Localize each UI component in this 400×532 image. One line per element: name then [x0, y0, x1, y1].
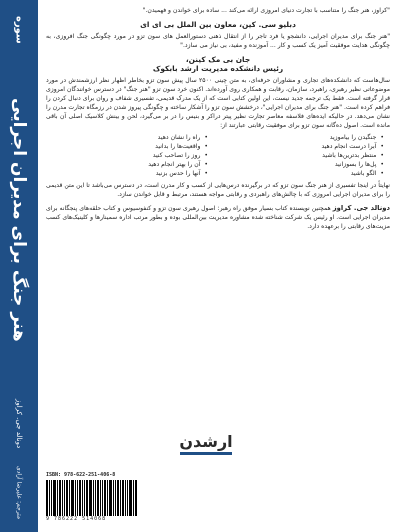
barcode-bar — [107, 480, 108, 516]
barcode-bar — [66, 480, 68, 516]
closing-paragraph: نهایتاً در اینجا تفسیری از هنر جنگ سون تزو که در برگیرنده درس‌هایی از کسب و کار مدرن است، در دسترس می‌باشد تا این متن قدیمی را برای مدیران اجرایی امروزی که با چالش‌های راهبردی و رقابتی مواجه هستند، مرتبط و قابل خواندن سازد. — [46, 182, 390, 198]
publisher-logo — [176, 428, 236, 458]
barcode-bar — [109, 480, 112, 516]
barcode-bar — [49, 480, 50, 516]
author-bio — [46, 204, 390, 231]
back-cover-text — [46, 6, 390, 237]
principle-item: • واقعیت‌ها را بدانید — [52, 142, 208, 151]
endorsement-2-signature-name: جان بی مک کینن، — [185, 55, 251, 64]
principle-item: • آبرا درست انجام دهید — [228, 142, 384, 151]
author-bio-name: دونالد جی. کراوز — [332, 204, 390, 212]
spine-title: هنر جنگ برای مدیران اجرایی — [9, 98, 29, 342]
principle-item: • آنها را حدس بزنید — [52, 169, 208, 178]
barcode-bar — [75, 480, 76, 516]
principle-item: • روز را تصاحب کنید — [52, 151, 208, 160]
barcode-bar — [86, 480, 88, 516]
endorsement-1-quote: "هنر جنگ برای مدیران اجرایی، دانشجو یا فرد تاجر را از انتقال ذهنی دستورالعمل های سون تزو در مورد چگونگی جنگ افروزی، به چگونگی هدایت موفقیت آمیز یک کسب و کار ... آموزنده و مفید، بی نیاز می سازد." — [46, 33, 390, 49]
barcode-bar — [46, 480, 48, 516]
main-description: سال‌هاست که دانشکده‌های تجاری و مشاوران حرفه‌ای، به متن چینی ۲۵۰۰ سال پیش سون تزو بخاطر اظهار نظر ارزشمندش در مورد موضوعاتی نظیر رهبری، راهبرد، سازمان، رقابت و همکاری روی آورده‌اند. اکنون خرد سون تزو "هنر جنگ" در دسترس خوانندگان امروزی قرار گرفته است. فقط یک ترجمه جدید نیست، این اولین کتابی است که از یک مدرک قدیمی، تفسیری شفاف و روان برای دنبال کردن را فراهم کرده است. "هنر جنگ برای مدیران اجرایی"، درخشش سون تزو را آشکار ساخته و چگونگی پیروز شدن در رزمگاه تجارت مدرن را نشان می‌دهد. در حالیکه ایده‌های فلاسفه معاصر تجارت نظیر پیتر دراکر و بنیس را در بر می‌گیرد، لحن و بینش کلاسیک اصلی آن باقی مانده است. اصول ده‌گانه سون تزو برای موفقیت رقابتی عبارتند از: — [46, 77, 390, 129]
principles-list — [52, 133, 384, 178]
barcode-bar — [97, 480, 99, 516]
principle-item: • منتظر بدترین‌ها باشید — [228, 151, 384, 160]
principle-item: • پل‌ها را بسوزانید — [228, 160, 384, 169]
barcode-bar — [59, 480, 61, 516]
barcode-bar — [117, 480, 119, 516]
barcode-bar — [77, 480, 78, 516]
barcode-bar — [64, 480, 65, 516]
barcode-digits: 9 786222 514068 — [46, 516, 107, 522]
barcode-bar — [102, 480, 103, 516]
barcode-bar — [79, 480, 81, 516]
spine-translator: مترجم: علیرضا آزادی — [15, 466, 23, 520]
barcode-bar — [62, 480, 63, 516]
intro-quote: "کراوز، هنر جنگ را متناسب با تجارت دنیای امروزی ارائه می‌کند ... ساده برای خواندن و فهمیدن." — [142, 7, 390, 14]
barcode-bar — [51, 480, 52, 516]
book-spine — [0, 0, 38, 532]
isbn-number: ISBN: 978-622-251-406-8 — [46, 472, 116, 478]
barcode-bar — [69, 480, 70, 516]
barcode-bar — [95, 480, 96, 516]
barcode-bar — [93, 480, 94, 516]
barcode-bar — [115, 480, 116, 516]
series-logo: سوره — [13, 16, 25, 44]
publisher-logo-text: ارشدن — [179, 431, 233, 451]
barcode-bar — [104, 480, 106, 516]
barcode-bar — [113, 480, 114, 516]
barcode-bar — [100, 480, 101, 516]
barcode-bar — [125, 480, 126, 516]
principle-item: • الگو باشید — [228, 169, 384, 178]
isbn-block — [46, 472, 166, 526]
barcode-bar — [89, 480, 92, 516]
endorsement-2-signature-title: رئیس دانشکده مدیریت ارشد بابکوک — [152, 64, 284, 73]
principle-item: • آن را بهتر انجام دهید — [52, 160, 208, 169]
barcode-bar — [57, 480, 58, 516]
barcode-bar — [84, 480, 85, 516]
principle-item: • راه را نشان دهید — [52, 133, 208, 142]
barcode-bar — [120, 480, 121, 516]
barcode-bar — [53, 480, 56, 516]
barcode-bar — [71, 480, 74, 516]
barcode-bar — [135, 480, 137, 516]
publisher-logo-underline — [180, 452, 232, 455]
barcode-bar — [82, 480, 83, 516]
barcode — [46, 480, 162, 516]
principle-item: • جنگیدن را بیاموزید — [228, 133, 384, 142]
barcode-bar — [122, 480, 124, 516]
barcode-bar — [133, 480, 134, 516]
endorsement-1-signature: دبلیو سی. کین، معاون بین الملل بی ای ای — [140, 20, 296, 29]
author-bio-text: همچنین نویسنده کتاب بسیار موفق راه رهبر: اصول رهبری سون تزو و کنفوسیوس و کتاب حلقه‌های پنجگانه برای مدیران اجرایی است. او رئیس یک شرکت شناخته شده مشاوره مدیریت بین‌المللی بوده و بطور مرتب اداره سمینارها و کلینیک‌های کسب مزیت‌های رقابتی را برعهده دارد. — [46, 205, 390, 230]
barcode-bar — [127, 480, 128, 516]
spine-author: دونالد جی. کراوز — [15, 399, 23, 449]
barcode-bar — [129, 480, 132, 516]
